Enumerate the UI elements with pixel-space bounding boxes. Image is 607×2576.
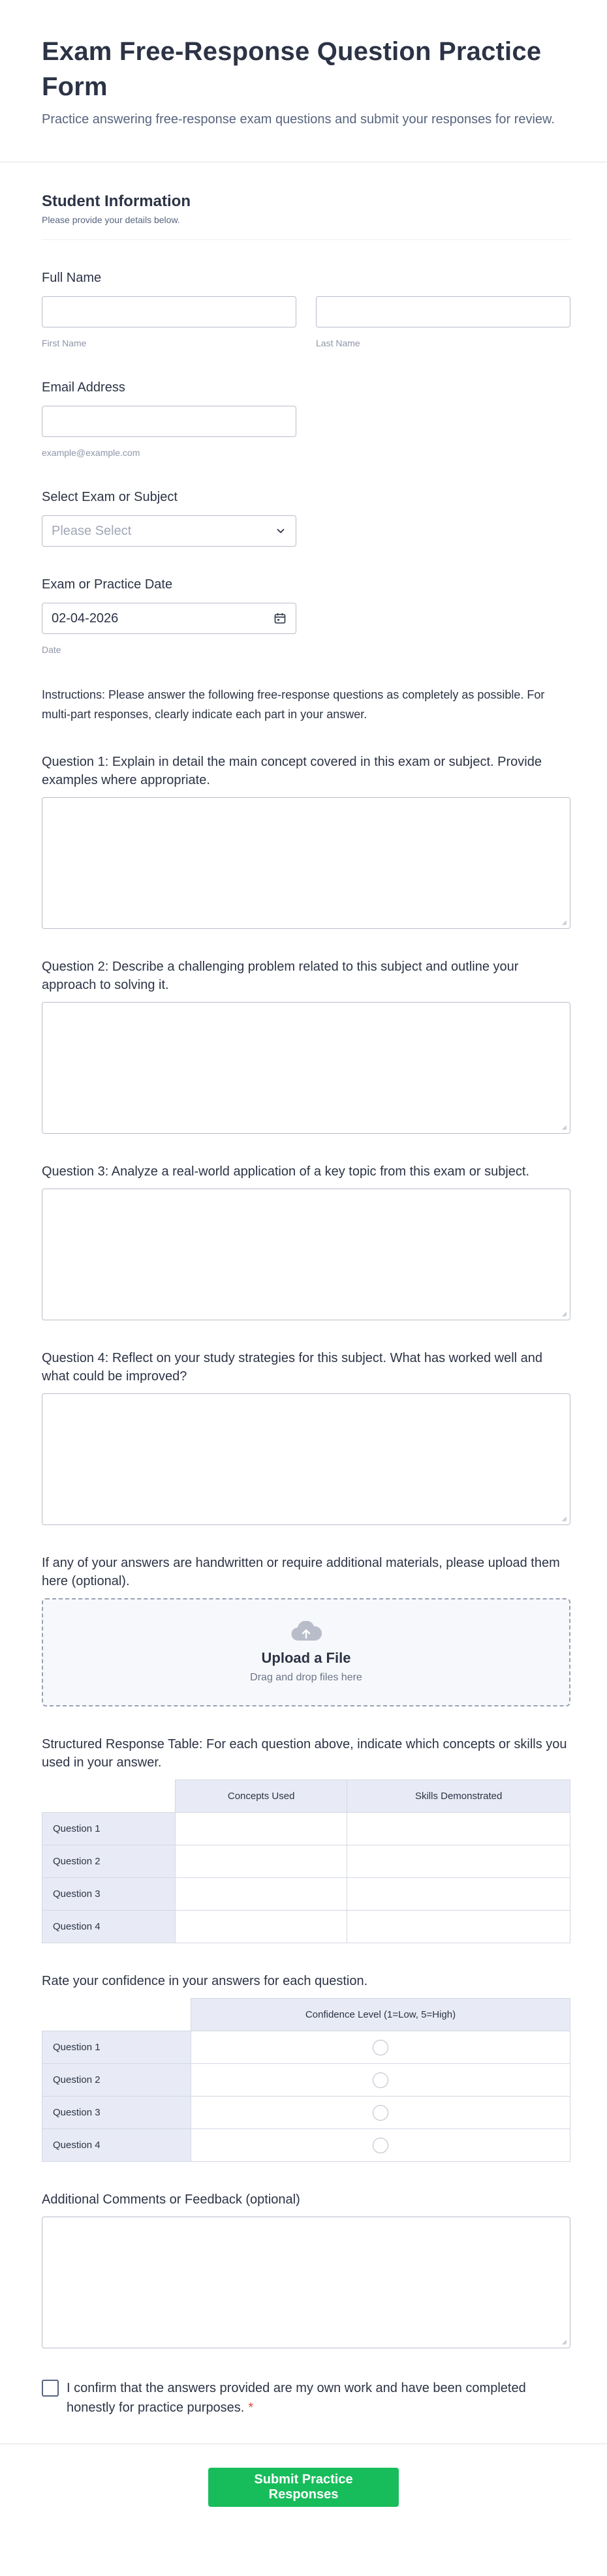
submit-button[interactable]: Submit Practice Responses	[208, 2468, 399, 2507]
full-name-label: Full Name	[42, 271, 102, 285]
table-row	[42, 1911, 570, 1943]
question-3-field	[42, 1162, 570, 1320]
confidence-rating-table	[42, 1998, 570, 2162]
row-header: Question 1	[42, 2031, 191, 2064]
resize-grip-icon[interactable]	[561, 1311, 567, 1317]
exam-select-dropdown[interactable]	[42, 515, 296, 547]
instructions-text: Instructions: Please answer the following free-response questions as completely as possible. For multi-part responses, clearly indicate each part in your answer.	[42, 688, 545, 721]
question-3-textarea[interactable]	[42, 1189, 570, 1320]
form-content	[0, 162, 607, 2417]
confidence-radio[interactable]	[373, 2040, 388, 2055]
last-name-input[interactable]	[316, 296, 570, 327]
row-header: Question 3	[42, 1878, 176, 1911]
file-upload-dropzone[interactable]	[42, 1598, 570, 1706]
structured-table-label: Structured Response Table: For each question above, indicate which concepts or skills you used in your answer.	[42, 1737, 567, 1770]
concepts-cell[interactable]	[176, 1845, 347, 1878]
full-name-field	[42, 269, 570, 350]
row-header: Question 3	[42, 2097, 191, 2129]
required-mark: *	[248, 2401, 254, 2415]
confidence-radio[interactable]	[373, 2138, 388, 2153]
last-name-sublabel: Last Name	[316, 338, 360, 348]
email-sublabel: example@example.com	[42, 447, 140, 458]
question-4-textarea[interactable]	[42, 1393, 570, 1525]
upload-label: If any of your answers are handwritten or require additional materials, please upload them here (optional).	[42, 1556, 560, 1588]
confidence-cell	[191, 2129, 570, 2162]
question-1-label: Question 1: Explain in detail the main concept covered in this exam or subject. Provide examples where appropriate.	[42, 755, 542, 787]
row-header: Question 2	[42, 1845, 176, 1878]
cloud-upload-icon	[290, 1621, 322, 1643]
exam-date-value: 02-04-2026	[52, 611, 119, 626]
upload-subtitle: Drag and drop files here	[250, 1672, 362, 1683]
question-1-field	[42, 753, 570, 929]
form-footer	[0, 2444, 607, 2538]
confidence-table-field	[42, 1972, 570, 2162]
first-name-sublabel: First Name	[42, 338, 87, 348]
calendar-icon[interactable]	[273, 612, 287, 625]
confidence-table-label: Rate your confidence in your answers for each question.	[42, 1974, 368, 1988]
question-3-label: Question 3: Analyze a real-world application of a key topic from this exam or subject.	[42, 1164, 530, 1179]
exam-date-input[interactable]	[42, 603, 296, 634]
row-header: Question 4	[42, 2129, 191, 2162]
first-name-input[interactable]	[42, 296, 296, 327]
resize-grip-icon[interactable]	[561, 1124, 567, 1130]
concepts-cell[interactable]	[176, 1911, 347, 1943]
confirm-text: I confirm that the answers provided are my own work and have been completed honestly for practice purposes.	[67, 2381, 526, 2415]
resize-grip-icon[interactable]	[561, 919, 567, 926]
concepts-cell[interactable]	[176, 1878, 347, 1911]
skills-cell[interactable]	[347, 1911, 570, 1943]
upload-title: Upload a File	[261, 1650, 351, 1666]
email-input[interactable]	[42, 406, 296, 437]
form-subtitle: Practice answering free-response exam questions and submit your responses for review.	[42, 112, 555, 127]
question-2-field	[42, 958, 570, 1134]
table-row	[42, 2064, 570, 2097]
table-row	[42, 1878, 570, 1911]
question-1-textarea[interactable]	[42, 797, 570, 929]
email-label: Email Address	[42, 380, 125, 395]
structured-table-field	[42, 1735, 570, 1943]
confidence-cell	[191, 2031, 570, 2064]
exam-select-field	[42, 488, 570, 547]
confirm-checkbox[interactable]	[42, 2380, 59, 2397]
section-title: Student Information	[42, 192, 191, 210]
table-row	[42, 1845, 570, 1878]
student-section-header	[42, 162, 570, 240]
exam-select-label: Select Exam or Subject	[42, 490, 178, 504]
email-field-group	[42, 378, 570, 459]
structured-response-table	[42, 1780, 570, 1943]
confirm-field	[42, 2378, 570, 2417]
resize-grip-icon[interactable]	[561, 1515, 567, 1522]
row-header: Question 2	[42, 2064, 191, 2097]
row-header: Question 1	[42, 1813, 176, 1845]
question-4-label: Question 4: Reflect on your study strategies for this subject. What has worked well and what could be improved?	[42, 1351, 543, 1384]
concepts-cell[interactable]	[176, 1813, 347, 1845]
skills-cell[interactable]	[347, 1813, 570, 1845]
comments-label: Additional Comments or Feedback (optional)	[42, 2192, 300, 2207]
skills-cell[interactable]	[347, 1878, 570, 1911]
exam-date-sublabel: Date	[42, 644, 61, 655]
question-2-textarea[interactable]	[42, 1002, 570, 1134]
row-header: Question 4	[42, 1911, 176, 1943]
table-row	[42, 2031, 570, 2064]
question-2-label: Question 2: Describe a challenging problem related to this subject and outline your approach to solving it.	[42, 960, 519, 992]
confirm-label	[67, 2378, 570, 2417]
form-header	[0, 0, 607, 162]
comments-field	[42, 2190, 570, 2348]
confidence-cell	[191, 2064, 570, 2097]
table-row	[42, 2097, 570, 2129]
table-row	[42, 2129, 570, 2162]
exam-select-placeholder: Please Select	[52, 523, 132, 538]
section-description: Please provide your details below.	[42, 215, 180, 225]
table-corner	[42, 1780, 176, 1813]
column-header: Concepts Used	[176, 1780, 347, 1813]
confidence-radio[interactable]	[373, 2072, 388, 2088]
table-corner	[42, 1999, 191, 2031]
column-header: Confidence Level (1=Low, 5=High)	[191, 1999, 570, 2031]
confidence-cell	[191, 2097, 570, 2129]
exam-date-field	[42, 575, 570, 656]
confidence-radio[interactable]	[373, 2105, 388, 2121]
upload-field	[42, 1554, 570, 1706]
form-title: Exam Free-Response Question Practice Form	[42, 37, 542, 101]
exam-date-label: Exam or Practice Date	[42, 577, 173, 592]
table-row	[42, 1813, 570, 1845]
resize-grip-icon[interactable]	[561, 2339, 567, 2345]
column-header: Skills Demonstrated	[347, 1780, 570, 1813]
question-4-field	[42, 1349, 570, 1525]
chevron-down-icon	[275, 525, 287, 537]
skills-cell[interactable]	[347, 1845, 570, 1878]
comments-textarea[interactable]	[42, 2217, 570, 2348]
